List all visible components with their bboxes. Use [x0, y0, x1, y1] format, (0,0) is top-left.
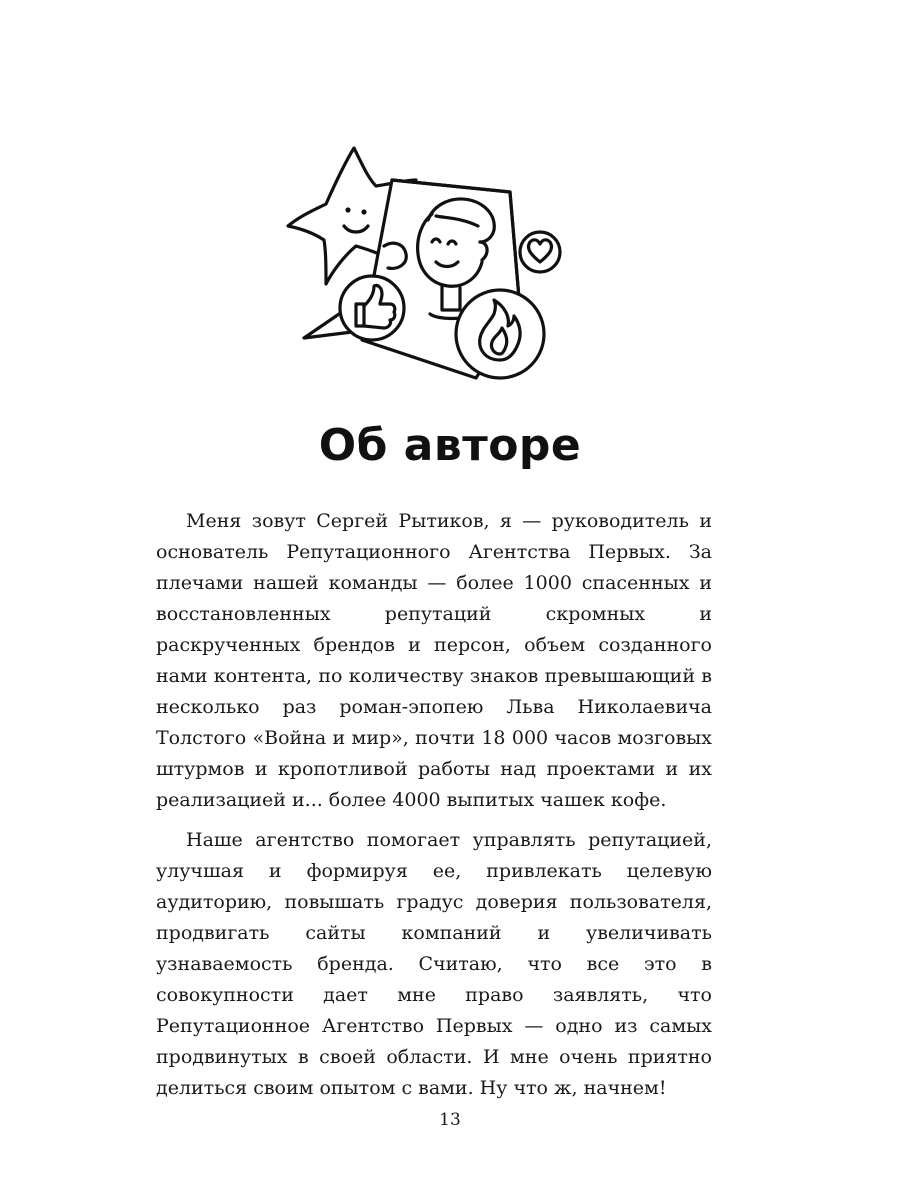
section-title: Об авторе: [318, 420, 582, 471]
thumbs-up-icon: [340, 276, 404, 340]
body-text: [156, 506, 712, 1113]
page-number: 13: [439, 1110, 461, 1130]
heart-icon: [520, 232, 560, 272]
fire-icon: [456, 290, 544, 378]
paragraph: Меня зовут Сергей Рытиков, я — руководитель и основатель Репутационного Агентства Первых. За плечами нашей команды — более 1000 спасенных и восстановленных репутаций скромных и раскрученных брендов и персон, объем созданного нами контента, по количеству знаков превышающий в несколько раз роман-эпопею Льва Николаевича Толстого «Война и мир», почти 18 000 часов мозговых штурмов и кропотливой работы над проектами и их реализацией и... более 4000 выпитых чашек кофе.: [156, 510, 712, 811]
paragraph: Наше агентство помогает управлять репутацией, улучшая и формируя ее, привлекать целевую аудиторию, повышать градус доверия пользователя, продвигать сайты компаний и увеличивать узнаваемость бренда. Считаю, что все это в совокупности дает мне право заявлять, что Репутационное Агентство Первых — одно из самых продвинутых в своей области. И мне очень приятно делиться своим опытом с вами. Ну что ж, начнем!: [156, 829, 712, 1099]
author-illustration: [282, 134, 572, 384]
